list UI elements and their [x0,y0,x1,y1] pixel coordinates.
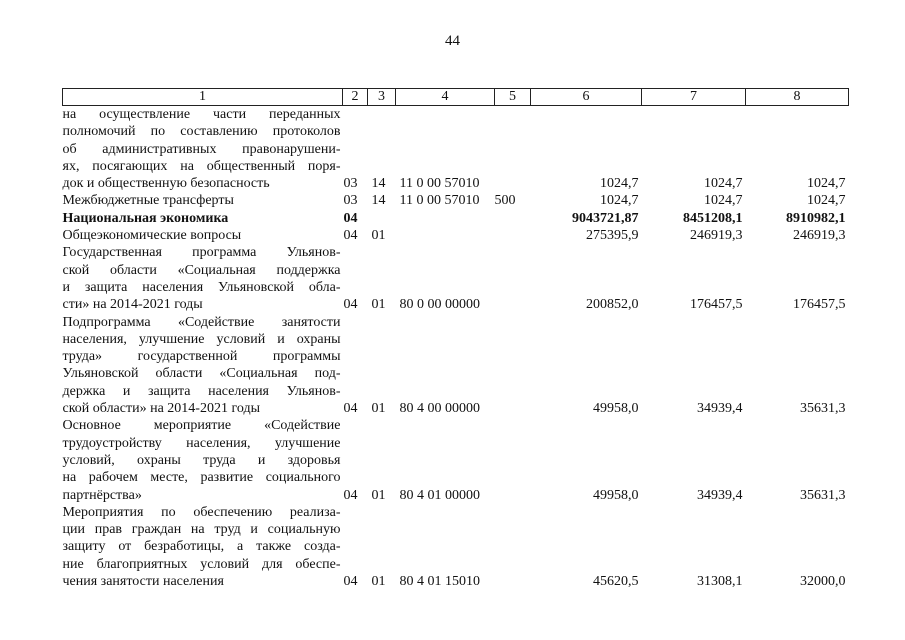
amount-year-3: 176457,5 [793,297,846,313]
header-col-8: 8 [746,89,849,106]
row-name-line: ях, посягающих на общественный поря- [62,158,341,174]
row-name-line: на рабочем месте, развитие социального [62,470,341,486]
amount-year-2: 34939,4 [697,401,743,417]
amount-year-3: 246919,3 [793,228,846,244]
section-code: 03 [343,176,358,192]
amount-year-2: 176457,5 [690,297,743,313]
row-name-line: Ульяновской области «Социальная под- [62,366,341,382]
table-row [63,314,849,418]
header-col-4: 4 [396,89,495,106]
row-name-line: держка и защита населения Ульянов- [62,383,341,399]
row-name [63,504,343,590]
table-row [63,504,849,590]
table-body [63,106,849,591]
row-name [63,314,343,418]
table-row [63,210,849,227]
row-name-line: и защита населения Ульяновской обла- [62,279,341,295]
row-name-line: док и общественную безопасность [62,176,270,192]
row-name-line: ской области» на 2014-2021 годы [62,401,260,417]
target-article-code [396,210,495,227]
subsection-code: 01 [371,574,386,590]
row-name [63,192,343,209]
amount-year-2: 34939,4 [697,487,743,503]
subsection-code [368,210,396,227]
header-col-6: 6 [531,89,642,106]
row-name-line: ской области «Социальная поддержка [62,262,341,278]
row-name-line: полномочий по составлению протоколов [62,124,341,140]
amount-year-1: 1024,7 [600,193,639,209]
expense-type-code [495,210,531,227]
amount-year-2: 1024,7 [704,193,743,209]
row-name-line: труда» государственной программы [62,349,341,365]
subsection-code: 01 [371,401,386,417]
section-code: 04 [343,574,358,590]
amount-year-1: 45620,5 [593,574,639,590]
header-col-2: 2 [343,89,368,106]
header-col-5: 5 [495,89,531,106]
target-article-code: 80 4 00 00000 [399,401,480,417]
expense-type-code [495,417,531,503]
row-name-line: Государственная программа Ульянов- [62,245,341,261]
row-name-line: сти» на 2014-2021 годы [62,297,203,313]
target-article-code [396,227,495,244]
amount-year-3: 1024,7 [807,176,846,192]
section-code: 03 [343,193,358,209]
amount-year-3: 1024,7 [807,193,846,209]
amount-year-2: 8451208,1 [683,210,743,226]
row-name-line: защиту от безработицы, а также созда- [62,539,341,555]
row-name-line: ние благоприятных условий для обеспе- [62,556,341,572]
amount-year-3: 32000,0 [800,574,846,590]
amount-year-3: 35631,3 [800,401,846,417]
amount-year-2: 246919,3 [690,228,743,244]
amount-year-3: 8910982,1 [786,210,846,226]
budget-table [62,88,849,590]
expense-type-code [495,227,531,244]
row-name-line: ции прав граждан на труд и социальную [62,522,341,538]
row-name-line: условий, охраны труда и здоровья [62,452,341,468]
table-row [63,227,849,244]
amount-year-1: 49958,0 [593,401,639,417]
page-number: 44 [445,33,460,49]
target-article-code: 80 4 01 00000 [399,487,480,503]
amount-year-2: 31308,1 [697,574,743,590]
section-code: 04 [343,228,358,244]
target-article-code: 80 4 01 15010 [399,574,480,590]
row-name [63,244,343,313]
row-name-line: на осуществление части переданных [62,107,341,122]
amount-year-3: 35631,3 [800,487,846,503]
section-code: 04 [343,297,358,313]
section-code: 04 [343,487,358,503]
row-name-line: об административных правонарушени- [62,141,341,157]
row-name [63,227,343,244]
row-name [63,106,343,193]
amount-year-1: 49958,0 [593,487,639,503]
table-row [63,244,849,313]
amount-year-1: 200852,0 [586,297,639,313]
row-name-line: чения занятости населения [62,574,224,590]
row-name-line: населения, улучшение условий и охраны [62,331,341,347]
amount-year-2: 1024,7 [704,176,743,192]
header-col-1: 1 [63,89,343,106]
expense-type-code [495,244,531,313]
expense-type-code [495,504,531,590]
header-col-7: 7 [642,89,746,106]
row-name [63,417,343,503]
subsection-code: 01 [371,297,386,313]
row-name-line: Основное мероприятие «Содействие [62,418,341,434]
expense-type-code [495,106,531,193]
subsection-code: 14 [371,193,386,209]
row-name-line: Национальная экономика [62,210,229,226]
subsection-code: 01 [371,228,386,244]
table-header-row [63,89,849,106]
amount-year-1: 275395,9 [586,228,639,244]
amount-year-1: 9043721,87 [572,210,639,226]
row-name-line: трудоустройству населения, улучшение [62,435,341,451]
table-row [63,417,849,503]
section-code: 04 [343,210,358,226]
table-row [63,192,849,209]
subsection-code: 14 [371,176,386,192]
section-code: 04 [343,401,358,417]
expense-type-code [495,314,531,418]
row-name-line: Подпрограмма «Содействие занятости [62,314,341,330]
table-row [63,106,849,193]
row-name-line: партнёрства» [62,487,142,503]
expense-type-code: 500 [494,193,516,209]
target-article-code: 11 0 00 57010 [399,176,480,192]
amount-year-1: 1024,7 [600,176,639,192]
target-article-code: 11 0 00 57010 [399,193,480,209]
row-name-line: Межбюджетные трансферты [62,193,234,209]
row-name-line: Мероприятия по обеспечению реализа- [62,504,341,520]
subsection-code: 01 [371,487,386,503]
row-name [63,210,343,227]
header-col-3: 3 [368,89,396,106]
target-article-code: 80 0 00 00000 [399,297,480,313]
row-name-line: Общеэкономические вопросы [62,228,242,244]
